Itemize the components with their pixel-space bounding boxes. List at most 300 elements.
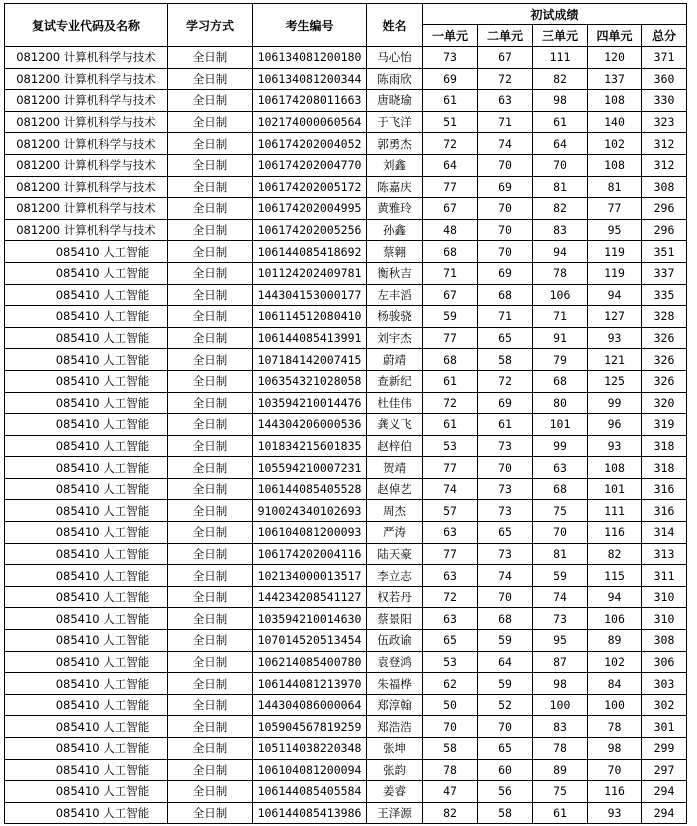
header-unit-3: 三单元 xyxy=(533,25,588,47)
cell-mode: 全日制 xyxy=(168,630,253,652)
cell-exam-id: 106144085413986 xyxy=(253,802,367,824)
cell-unit-2: 68 xyxy=(478,284,533,306)
cell-unit-1: 63 xyxy=(423,522,478,544)
header-exam-id: 考生编号 xyxy=(253,4,367,47)
cell-exam-id: 144304086000064 xyxy=(253,694,367,716)
cell-major: 085410 人工智能 xyxy=(5,284,168,306)
header-prelim-score: 初试成绩 xyxy=(423,4,687,25)
cell-name: 左丰滔 xyxy=(367,284,423,306)
cell-exam-id: 106144085405584 xyxy=(253,781,367,803)
cell-unit-1: 57 xyxy=(423,500,478,522)
table-row xyxy=(5,630,687,652)
cell-total: 326 xyxy=(642,327,687,349)
cell-unit-3: 61 xyxy=(533,802,588,824)
cell-exam-id: 106174202004995 xyxy=(253,198,367,220)
cell-unit-4: 102 xyxy=(588,133,642,155)
cell-total: 326 xyxy=(642,370,687,392)
cell-major: 085410 人工智能 xyxy=(5,716,168,738)
table-row xyxy=(5,716,687,738)
table-row xyxy=(5,284,687,306)
cell-exam-id: 106134081200180 xyxy=(253,47,367,69)
cell-name: 陈嘉庆 xyxy=(367,176,423,198)
score-table-container xyxy=(4,3,687,824)
cell-major: 085410 人工智能 xyxy=(5,565,168,587)
table-row xyxy=(5,738,687,760)
cell-unit-4: 137 xyxy=(588,68,642,90)
cell-mode: 全日制 xyxy=(168,759,253,781)
cell-major: 085410 人工智能 xyxy=(5,392,168,414)
cell-unit-1: 53 xyxy=(423,651,478,673)
table-row xyxy=(5,133,687,155)
cell-unit-3: 78 xyxy=(533,738,588,760)
cell-unit-4: 84 xyxy=(588,673,642,695)
cell-name: 孙鑫 xyxy=(367,219,423,241)
cell-mode: 全日制 xyxy=(168,219,253,241)
cell-total: 310 xyxy=(642,608,687,630)
cell-exam-id: 106174202004770 xyxy=(253,154,367,176)
cell-mode: 全日制 xyxy=(168,392,253,414)
table-row xyxy=(5,781,687,803)
cell-exam-id: 106144085405528 xyxy=(253,478,367,500)
cell-name: 郭勇杰 xyxy=(367,133,423,155)
cell-total: 326 xyxy=(642,349,687,371)
table-row xyxy=(5,608,687,630)
cell-unit-3: 81 xyxy=(533,543,588,565)
table-row xyxy=(5,198,687,220)
cell-unit-2: 70 xyxy=(478,716,533,738)
cell-major: 085410 人工智能 xyxy=(5,522,168,544)
cell-unit-1: 77 xyxy=(423,457,478,479)
cell-exam-id: 106104081200093 xyxy=(253,522,367,544)
cell-unit-1: 50 xyxy=(423,694,478,716)
cell-mode: 全日制 xyxy=(168,565,253,587)
cell-exam-id: 106174202005172 xyxy=(253,176,367,198)
cell-unit-3: 63 xyxy=(533,457,588,479)
cell-major: 085410 人工智能 xyxy=(5,608,168,630)
cell-unit-1: 63 xyxy=(423,608,478,630)
cell-name: 严涛 xyxy=(367,522,423,544)
cell-exam-id: 106174208011663 xyxy=(253,90,367,112)
cell-unit-4: 93 xyxy=(588,435,642,457)
cell-unit-4: 89 xyxy=(588,630,642,652)
cell-mode: 全日制 xyxy=(168,738,253,760)
cell-unit-3: 82 xyxy=(533,68,588,90)
cell-unit-4: 108 xyxy=(588,457,642,479)
cell-unit-1: 47 xyxy=(423,781,478,803)
cell-exam-id: 106144085413991 xyxy=(253,327,367,349)
cell-total: 318 xyxy=(642,457,687,479)
cell-unit-1: 68 xyxy=(423,349,478,371)
cell-name: 龚义飞 xyxy=(367,414,423,436)
cell-major: 085410 人工智能 xyxy=(5,500,168,522)
cell-exam-id: 103594210014630 xyxy=(253,608,367,630)
cell-unit-3: 75 xyxy=(533,500,588,522)
table-row xyxy=(5,90,687,112)
cell-unit-4: 98 xyxy=(588,738,642,760)
cell-unit-3: 78 xyxy=(533,262,588,284)
cell-unit-2: 58 xyxy=(478,349,533,371)
cell-total: 319 xyxy=(642,414,687,436)
cell-unit-4: 108 xyxy=(588,154,642,176)
cell-name: 朱福桦 xyxy=(367,673,423,695)
cell-mode: 全日制 xyxy=(168,608,253,630)
cell-name: 衡秋吉 xyxy=(367,262,423,284)
table-row xyxy=(5,262,687,284)
cell-exam-id: 106174202005256 xyxy=(253,219,367,241)
cell-major: 085410 人工智能 xyxy=(5,349,168,371)
cell-total: 323 xyxy=(642,111,687,133)
cell-exam-id: 106114512080410 xyxy=(253,306,367,328)
cell-name: 王泽源 xyxy=(367,802,423,824)
cell-major: 085410 人工智能 xyxy=(5,435,168,457)
cell-name: 蔡翱 xyxy=(367,241,423,263)
table-row xyxy=(5,435,687,457)
cell-mode: 全日制 xyxy=(168,262,253,284)
cell-unit-1: 65 xyxy=(423,630,478,652)
cell-total: 335 xyxy=(642,284,687,306)
cell-total: 299 xyxy=(642,738,687,760)
header-name: 姓名 xyxy=(367,4,423,47)
cell-major: 085410 人工智能 xyxy=(5,414,168,436)
cell-exam-id: 910024340102693 xyxy=(253,500,367,522)
cell-unit-2: 74 xyxy=(478,565,533,587)
cell-unit-4: 96 xyxy=(588,414,642,436)
cell-unit-3: 80 xyxy=(533,392,588,414)
cell-exam-id: 106174202004052 xyxy=(253,133,367,155)
cell-major: 081200 计算机科学与技术 xyxy=(5,198,168,220)
table-body xyxy=(5,47,687,824)
cell-unit-3: 101 xyxy=(533,414,588,436)
cell-unit-1: 77 xyxy=(423,327,478,349)
cell-unit-1: 70 xyxy=(423,716,478,738)
cell-name: 刘宇杰 xyxy=(367,327,423,349)
cell-name: 陆天豪 xyxy=(367,543,423,565)
cell-major: 085410 人工智能 xyxy=(5,759,168,781)
table-row xyxy=(5,414,687,436)
cell-name: 赵梓伯 xyxy=(367,435,423,457)
cell-unit-2: 70 xyxy=(478,154,533,176)
cell-unit-2: 69 xyxy=(478,262,533,284)
cell-major: 085410 人工智能 xyxy=(5,241,168,263)
cell-unit-1: 63 xyxy=(423,565,478,587)
cell-unit-4: 101 xyxy=(588,478,642,500)
cell-unit-2: 67 xyxy=(478,47,533,69)
cell-unit-3: 68 xyxy=(533,370,588,392)
cell-exam-id: 102174000060564 xyxy=(253,111,367,133)
cell-mode: 全日制 xyxy=(168,802,253,824)
header-unit-4: 四单元 xyxy=(588,25,642,47)
cell-unit-1: 77 xyxy=(423,543,478,565)
cell-unit-2: 70 xyxy=(478,586,533,608)
score-table xyxy=(4,3,687,824)
cell-unit-3: 68 xyxy=(533,478,588,500)
cell-unit-3: 64 xyxy=(533,133,588,155)
cell-unit-2: 61 xyxy=(478,414,533,436)
table-row xyxy=(5,522,687,544)
cell-unit-1: 61 xyxy=(423,370,478,392)
table-row xyxy=(5,802,687,824)
cell-mode: 全日制 xyxy=(168,327,253,349)
header-total: 总分 xyxy=(642,25,687,47)
cell-major: 081200 计算机科学与技术 xyxy=(5,68,168,90)
cell-unit-3: 98 xyxy=(533,90,588,112)
cell-major: 081200 计算机科学与技术 xyxy=(5,47,168,69)
cell-mode: 全日制 xyxy=(168,435,253,457)
cell-name: 刘鑫 xyxy=(367,154,423,176)
cell-unit-1: 48 xyxy=(423,219,478,241)
cell-unit-4: 94 xyxy=(588,586,642,608)
cell-major: 081200 计算机科学与技术 xyxy=(5,133,168,155)
cell-unit-2: 73 xyxy=(478,500,533,522)
cell-unit-4: 81 xyxy=(588,176,642,198)
cell-name: 张坤 xyxy=(367,738,423,760)
cell-unit-4: 77 xyxy=(588,198,642,220)
cell-mode: 全日制 xyxy=(168,154,253,176)
cell-unit-3: 98 xyxy=(533,673,588,695)
cell-major: 085410 人工智能 xyxy=(5,586,168,608)
cell-unit-4: 127 xyxy=(588,306,642,328)
cell-unit-2: 63 xyxy=(478,90,533,112)
cell-unit-1: 82 xyxy=(423,802,478,824)
cell-name: 姜睿 xyxy=(367,781,423,803)
cell-unit-3: 73 xyxy=(533,608,588,630)
cell-unit-1: 68 xyxy=(423,241,478,263)
cell-unit-3: 95 xyxy=(533,630,588,652)
cell-total: 294 xyxy=(642,781,687,803)
cell-unit-2: 74 xyxy=(478,133,533,155)
cell-unit-2: 64 xyxy=(478,651,533,673)
cell-unit-2: 59 xyxy=(478,630,533,652)
cell-mode: 全日制 xyxy=(168,522,253,544)
cell-unit-4: 140 xyxy=(588,111,642,133)
header-unit-1: 一单元 xyxy=(423,25,478,47)
cell-unit-1: 67 xyxy=(423,284,478,306)
cell-unit-2: 72 xyxy=(478,68,533,90)
cell-unit-3: 79 xyxy=(533,349,588,371)
cell-exam-id: 101834215601835 xyxy=(253,435,367,457)
table-row xyxy=(5,241,687,263)
cell-unit-3: 106 xyxy=(533,284,588,306)
cell-major: 085410 人工智能 xyxy=(5,738,168,760)
cell-unit-2: 69 xyxy=(478,176,533,198)
cell-unit-2: 70 xyxy=(478,241,533,263)
cell-unit-4: 120 xyxy=(588,47,642,69)
cell-mode: 全日制 xyxy=(168,241,253,263)
cell-unit-3: 111 xyxy=(533,47,588,69)
cell-total: 314 xyxy=(642,522,687,544)
cell-exam-id: 105114038220348 xyxy=(253,738,367,760)
cell-exam-id: 107184142007415 xyxy=(253,349,367,371)
cell-unit-1: 73 xyxy=(423,47,478,69)
cell-unit-2: 73 xyxy=(478,435,533,457)
cell-total: 312 xyxy=(642,154,687,176)
cell-mode: 全日制 xyxy=(168,500,253,522)
cell-unit-1: 67 xyxy=(423,198,478,220)
cell-unit-2: 68 xyxy=(478,608,533,630)
cell-unit-1: 53 xyxy=(423,435,478,457)
table-row xyxy=(5,586,687,608)
cell-total: 312 xyxy=(642,133,687,155)
cell-mode: 全日制 xyxy=(168,673,253,695)
cell-mode: 全日制 xyxy=(168,694,253,716)
cell-total: 297 xyxy=(642,759,687,781)
cell-mode: 全日制 xyxy=(168,176,253,198)
cell-total: 306 xyxy=(642,651,687,673)
cell-total: 316 xyxy=(642,500,687,522)
cell-total: 311 xyxy=(642,565,687,587)
cell-major: 085410 人工智能 xyxy=(5,478,168,500)
cell-unit-3: 71 xyxy=(533,306,588,328)
table-row xyxy=(5,47,687,69)
cell-unit-3: 87 xyxy=(533,651,588,673)
cell-major: 085410 人工智能 xyxy=(5,630,168,652)
cell-unit-3: 61 xyxy=(533,111,588,133)
cell-mode: 全日制 xyxy=(168,133,253,155)
cell-unit-4: 94 xyxy=(588,284,642,306)
cell-major: 085410 人工智能 xyxy=(5,651,168,673)
cell-unit-1: 72 xyxy=(423,586,478,608)
cell-name: 黄雅玲 xyxy=(367,198,423,220)
cell-unit-4: 119 xyxy=(588,241,642,263)
cell-exam-id: 106174202004116 xyxy=(253,543,367,565)
cell-unit-4: 119 xyxy=(588,262,642,284)
cell-unit-2: 73 xyxy=(478,478,533,500)
cell-unit-2: 71 xyxy=(478,111,533,133)
cell-name: 张韵 xyxy=(367,759,423,781)
cell-mode: 全日制 xyxy=(168,781,253,803)
cell-exam-id: 103594210014476 xyxy=(253,392,367,414)
cell-total: 294 xyxy=(642,802,687,824)
cell-mode: 全日制 xyxy=(168,586,253,608)
cell-exam-id: 107014520513454 xyxy=(253,630,367,652)
cell-unit-3: 83 xyxy=(533,219,588,241)
cell-unit-3: 83 xyxy=(533,716,588,738)
cell-total: 296 xyxy=(642,198,687,220)
cell-mode: 全日制 xyxy=(168,543,253,565)
cell-unit-4: 121 xyxy=(588,349,642,371)
cell-mode: 全日制 xyxy=(168,47,253,69)
cell-unit-1: 77 xyxy=(423,176,478,198)
cell-unit-3: 82 xyxy=(533,198,588,220)
cell-unit-4: 125 xyxy=(588,370,642,392)
cell-exam-id: 144234208541127 xyxy=(253,586,367,608)
cell-unit-1: 74 xyxy=(423,478,478,500)
cell-total: 316 xyxy=(642,478,687,500)
table-row xyxy=(5,306,687,328)
cell-total: 303 xyxy=(642,673,687,695)
cell-total: 302 xyxy=(642,694,687,716)
table-row xyxy=(5,673,687,695)
cell-exam-id: 106354321028058 xyxy=(253,370,367,392)
cell-exam-id: 105904567819259 xyxy=(253,716,367,738)
cell-unit-4: 102 xyxy=(588,651,642,673)
cell-unit-3: 91 xyxy=(533,327,588,349)
table-row xyxy=(5,543,687,565)
cell-name: 蔚靖 xyxy=(367,349,423,371)
cell-unit-4: 106 xyxy=(588,608,642,630)
cell-unit-1: 61 xyxy=(423,414,478,436)
cell-total: 371 xyxy=(642,47,687,69)
table-row xyxy=(5,176,687,198)
cell-unit-2: 70 xyxy=(478,457,533,479)
table-row xyxy=(5,565,687,587)
cell-major: 081200 计算机科学与技术 xyxy=(5,219,168,241)
cell-unit-3: 70 xyxy=(533,154,588,176)
cell-major: 081200 计算机科学与技术 xyxy=(5,154,168,176)
cell-unit-4: 93 xyxy=(588,802,642,824)
cell-unit-3: 70 xyxy=(533,522,588,544)
cell-name: 李立志 xyxy=(367,565,423,587)
cell-total: 330 xyxy=(642,90,687,112)
cell-unit-2: 58 xyxy=(478,802,533,824)
table-header xyxy=(5,4,687,47)
cell-unit-1: 64 xyxy=(423,154,478,176)
cell-unit-2: 70 xyxy=(478,198,533,220)
cell-unit-2: 56 xyxy=(478,781,533,803)
cell-unit-3: 81 xyxy=(533,176,588,198)
table-row xyxy=(5,457,687,479)
cell-total: 351 xyxy=(642,241,687,263)
cell-exam-id: 106104081200094 xyxy=(253,759,367,781)
cell-name: 查新纪 xyxy=(367,370,423,392)
cell-name: 马心怡 xyxy=(367,47,423,69)
cell-unit-4: 115 xyxy=(588,565,642,587)
cell-major: 085410 人工智能 xyxy=(5,262,168,284)
cell-total: 360 xyxy=(642,68,687,90)
cell-major: 085410 人工智能 xyxy=(5,543,168,565)
cell-unit-2: 69 xyxy=(478,392,533,414)
cell-unit-4: 111 xyxy=(588,500,642,522)
table-row xyxy=(5,327,687,349)
header-major: 复试专业代码及名称 xyxy=(5,4,168,47)
table-row xyxy=(5,694,687,716)
cell-unit-1: 59 xyxy=(423,306,478,328)
table-row xyxy=(5,154,687,176)
table-row xyxy=(5,68,687,90)
cell-unit-4: 70 xyxy=(588,759,642,781)
table-row xyxy=(5,500,687,522)
cell-mode: 全日制 xyxy=(168,111,253,133)
cell-exam-id: 144304153000177 xyxy=(253,284,367,306)
cell-mode: 全日制 xyxy=(168,349,253,371)
cell-name: 赵倬艺 xyxy=(367,478,423,500)
cell-total: 318 xyxy=(642,435,687,457)
cell-unit-1: 61 xyxy=(423,90,478,112)
cell-mode: 全日制 xyxy=(168,457,253,479)
cell-unit-2: 70 xyxy=(478,219,533,241)
table-row xyxy=(5,111,687,133)
table-row xyxy=(5,651,687,673)
cell-unit-1: 62 xyxy=(423,673,478,695)
cell-total: 296 xyxy=(642,219,687,241)
cell-unit-1: 69 xyxy=(423,68,478,90)
cell-name: 杨骏骁 xyxy=(367,306,423,328)
cell-name: 蔡景阳 xyxy=(367,608,423,630)
cell-unit-2: 71 xyxy=(478,306,533,328)
cell-unit-3: 100 xyxy=(533,694,588,716)
cell-unit-4: 78 xyxy=(588,716,642,738)
cell-unit-4: 95 xyxy=(588,219,642,241)
cell-unit-2: 65 xyxy=(478,738,533,760)
cell-name: 郑浩浩 xyxy=(367,716,423,738)
cell-total: 313 xyxy=(642,543,687,565)
cell-unit-4: 108 xyxy=(588,90,642,112)
cell-name: 杜佳伟 xyxy=(367,392,423,414)
cell-total: 308 xyxy=(642,176,687,198)
cell-unit-3: 89 xyxy=(533,759,588,781)
cell-exam-id: 106144081213970 xyxy=(253,673,367,695)
table-row xyxy=(5,478,687,500)
